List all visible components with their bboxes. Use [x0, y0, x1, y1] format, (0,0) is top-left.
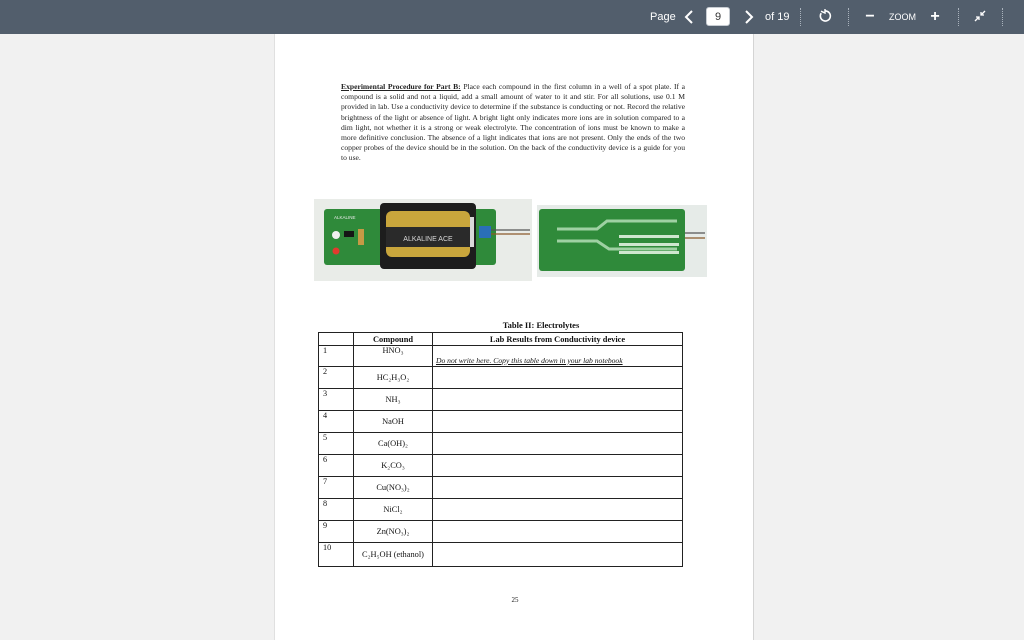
toolbar-separator [848, 8, 849, 26]
compound-cell: NH₃ [354, 389, 433, 411]
toolbar-separator [800, 8, 801, 26]
row-number: 7 [319, 477, 354, 499]
compound-cell: K₂CO₃ [354, 455, 433, 477]
compound-cell: HC₂H₃O₂ [354, 367, 433, 389]
battery-label: ALKALINE ACE [403, 236, 453, 243]
results-cell [433, 433, 683, 455]
results-cell [433, 543, 683, 567]
header-compound: Compound [354, 333, 433, 346]
next-page-button[interactable] [742, 0, 756, 34]
row-number: 2 [319, 367, 354, 389]
collapse-icon [974, 10, 986, 22]
previous-page-button[interactable] [682, 0, 696, 34]
header-results: Lab Results from Conductivity device [433, 333, 683, 346]
table-title: Table II: Electrolytes [502, 320, 580, 330]
row-number: 10 [319, 543, 354, 567]
zoom-label: ZOOM [889, 12, 916, 22]
toolbar-separator [958, 8, 959, 26]
chevron-right-icon [744, 10, 754, 24]
zoom-out-button[interactable]: − [865, 8, 875, 25]
table-row [319, 346, 683, 367]
procedure-paragraph [341, 82, 685, 164]
results-cell [433, 455, 683, 477]
compound-cell: NiCl₂ [354, 499, 433, 521]
page-label: Page [650, 11, 676, 23]
results-cell [433, 521, 683, 543]
electrolytes-table [318, 332, 683, 567]
table-row [319, 389, 683, 411]
procedure-heading: Experimental Procedure for Part B: [341, 82, 461, 91]
rotate-button[interactable] [817, 0, 833, 34]
board-label: ALKALINE [334, 215, 356, 220]
row-number: 8 [319, 499, 354, 521]
total-pages-label: of 19 [765, 11, 790, 23]
exit-fullscreen-button[interactable] [972, 0, 988, 34]
row-number: 5 [319, 433, 354, 455]
table-row [319, 477, 683, 499]
table-row [319, 543, 683, 567]
results-cell [433, 346, 683, 367]
table-row [319, 367, 683, 389]
row-number: 1 [319, 346, 354, 367]
results-cell [433, 477, 683, 499]
rotate-icon [818, 9, 832, 23]
conductivity-device-front-photo [314, 199, 532, 281]
compound-cell: HNO₃ [354, 346, 433, 367]
page-footer-number: 25 [511, 596, 519, 604]
results-cell [433, 411, 683, 433]
document-page [274, 34, 754, 640]
compound-cell: NaOH [354, 411, 433, 433]
row-number: 6 [319, 455, 354, 477]
viewer-toolbar [0, 0, 1024, 34]
table-row [319, 433, 683, 455]
zoom-in-button[interactable]: + [930, 8, 940, 25]
compound-cell: Ca(OH)₂ [354, 433, 433, 455]
page-number-input[interactable] [706, 7, 730, 26]
procedure-text: Place each compound in the first column in a well of a spot plate. If a compound is a solid and not a liquid, add a small amount of water to it and stir. For all solutions, use 0.1 M provided in lab. Use a conductivity device to determine if the substance is conducting or not. Record the relative brightness of the light or absence of light. A bright light only indicates more ions are in solution compared to a dim light, not whether it is a strong or weak electrolyte. The concentration of ions must be known to make a more definitive conclusion. The absence of a light indicates that ions are not present. Only the ends of the two copper probes of the device should be in the solution. On the back of the conductivity device is a guide for you to use. [341, 82, 685, 163]
compound-cell: Cu(NO₃)₂ [354, 477, 433, 499]
row-number: 3 [319, 389, 354, 411]
conductivity-device-back-photo [537, 205, 707, 277]
compound-cell: C₂H₅OH (ethanol) [354, 543, 433, 567]
results-cell [433, 389, 683, 411]
row-number: 9 [319, 521, 354, 543]
chevron-left-icon [684, 10, 694, 24]
table-note: Do not write here. Copy this table down in your lab notebook [436, 355, 623, 365]
compound-cell: Zn(NO₃)₂ [354, 521, 433, 543]
results-cell [433, 367, 683, 389]
table-row [319, 411, 683, 433]
table-row [319, 499, 683, 521]
table-row [319, 521, 683, 543]
table-row [319, 455, 683, 477]
header-number-column [319, 333, 354, 346]
row-number: 4 [319, 411, 354, 433]
toolbar-separator [1002, 8, 1003, 26]
results-cell [433, 499, 683, 521]
